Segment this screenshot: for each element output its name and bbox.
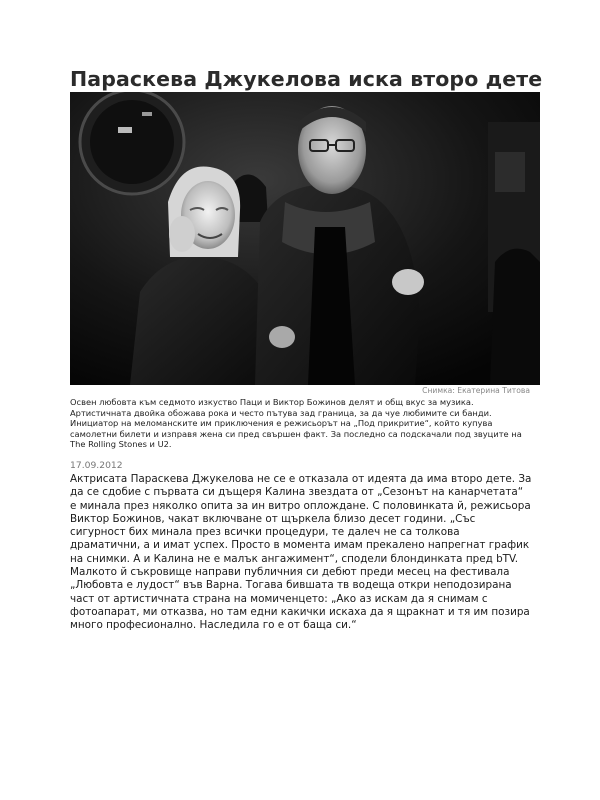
article-date: 17.09.2012 bbox=[70, 459, 123, 471]
article-photo bbox=[70, 92, 540, 385]
couple-photo-illustration bbox=[70, 92, 540, 385]
photo-caption: Освен любовта към седмото изкуство Паци и Виктор Божинов делят и общ вкус за музика. Артистичната двойка обожава рока и често пътува зад граница, за да чуе любимите си банди. Инициатор на меломанските им приключения е режисьорът на „Под прикритие“, който купува самолетни билети и изправя жена си пред свършен факт. За последно са подскачали под звуците на The Rolling Stones и U2. bbox=[70, 397, 522, 450]
article bbox=[70, 66, 542, 633]
photo-credit: Снимка: Екатерина Титова bbox=[422, 386, 530, 395]
article-title: Параскева Джукелова иска второ дете bbox=[70, 67, 543, 91]
article-body: Актрисата Параскева Джукелова не се е отказала от идеята да има второ дете. За да се сдобие с първата си дъщеря Калина звездата от „Сезонът на канарчетата“ е минала през няколко опита за ин витро оплождане. С половинката й, режисьора Виктор Божинов, чакат включване от щъркела близо десет години. „Със сигурност бих минала през всички процедури, те далеч не са толкова драматични, а и имат успех. Просто в момента имам прекалено напрегнат график на снимки. А и Калина не е малък ангажимент“, сподели блондинката пред bTV. Малкото й съкровище направи публичния си дебют преди месец на фестивала „Любовта е лудост“ във Варна. Тогава бившата тв водеща откри неподозирана част от артистичната страна на момиченцето: „Ако аз искам да я снимам с фотоапарат, ми отказва, но там едни какички искаха да я щракнат и тя им позира много професионално. Наследила го е от баща си.“ bbox=[70, 472, 532, 632]
